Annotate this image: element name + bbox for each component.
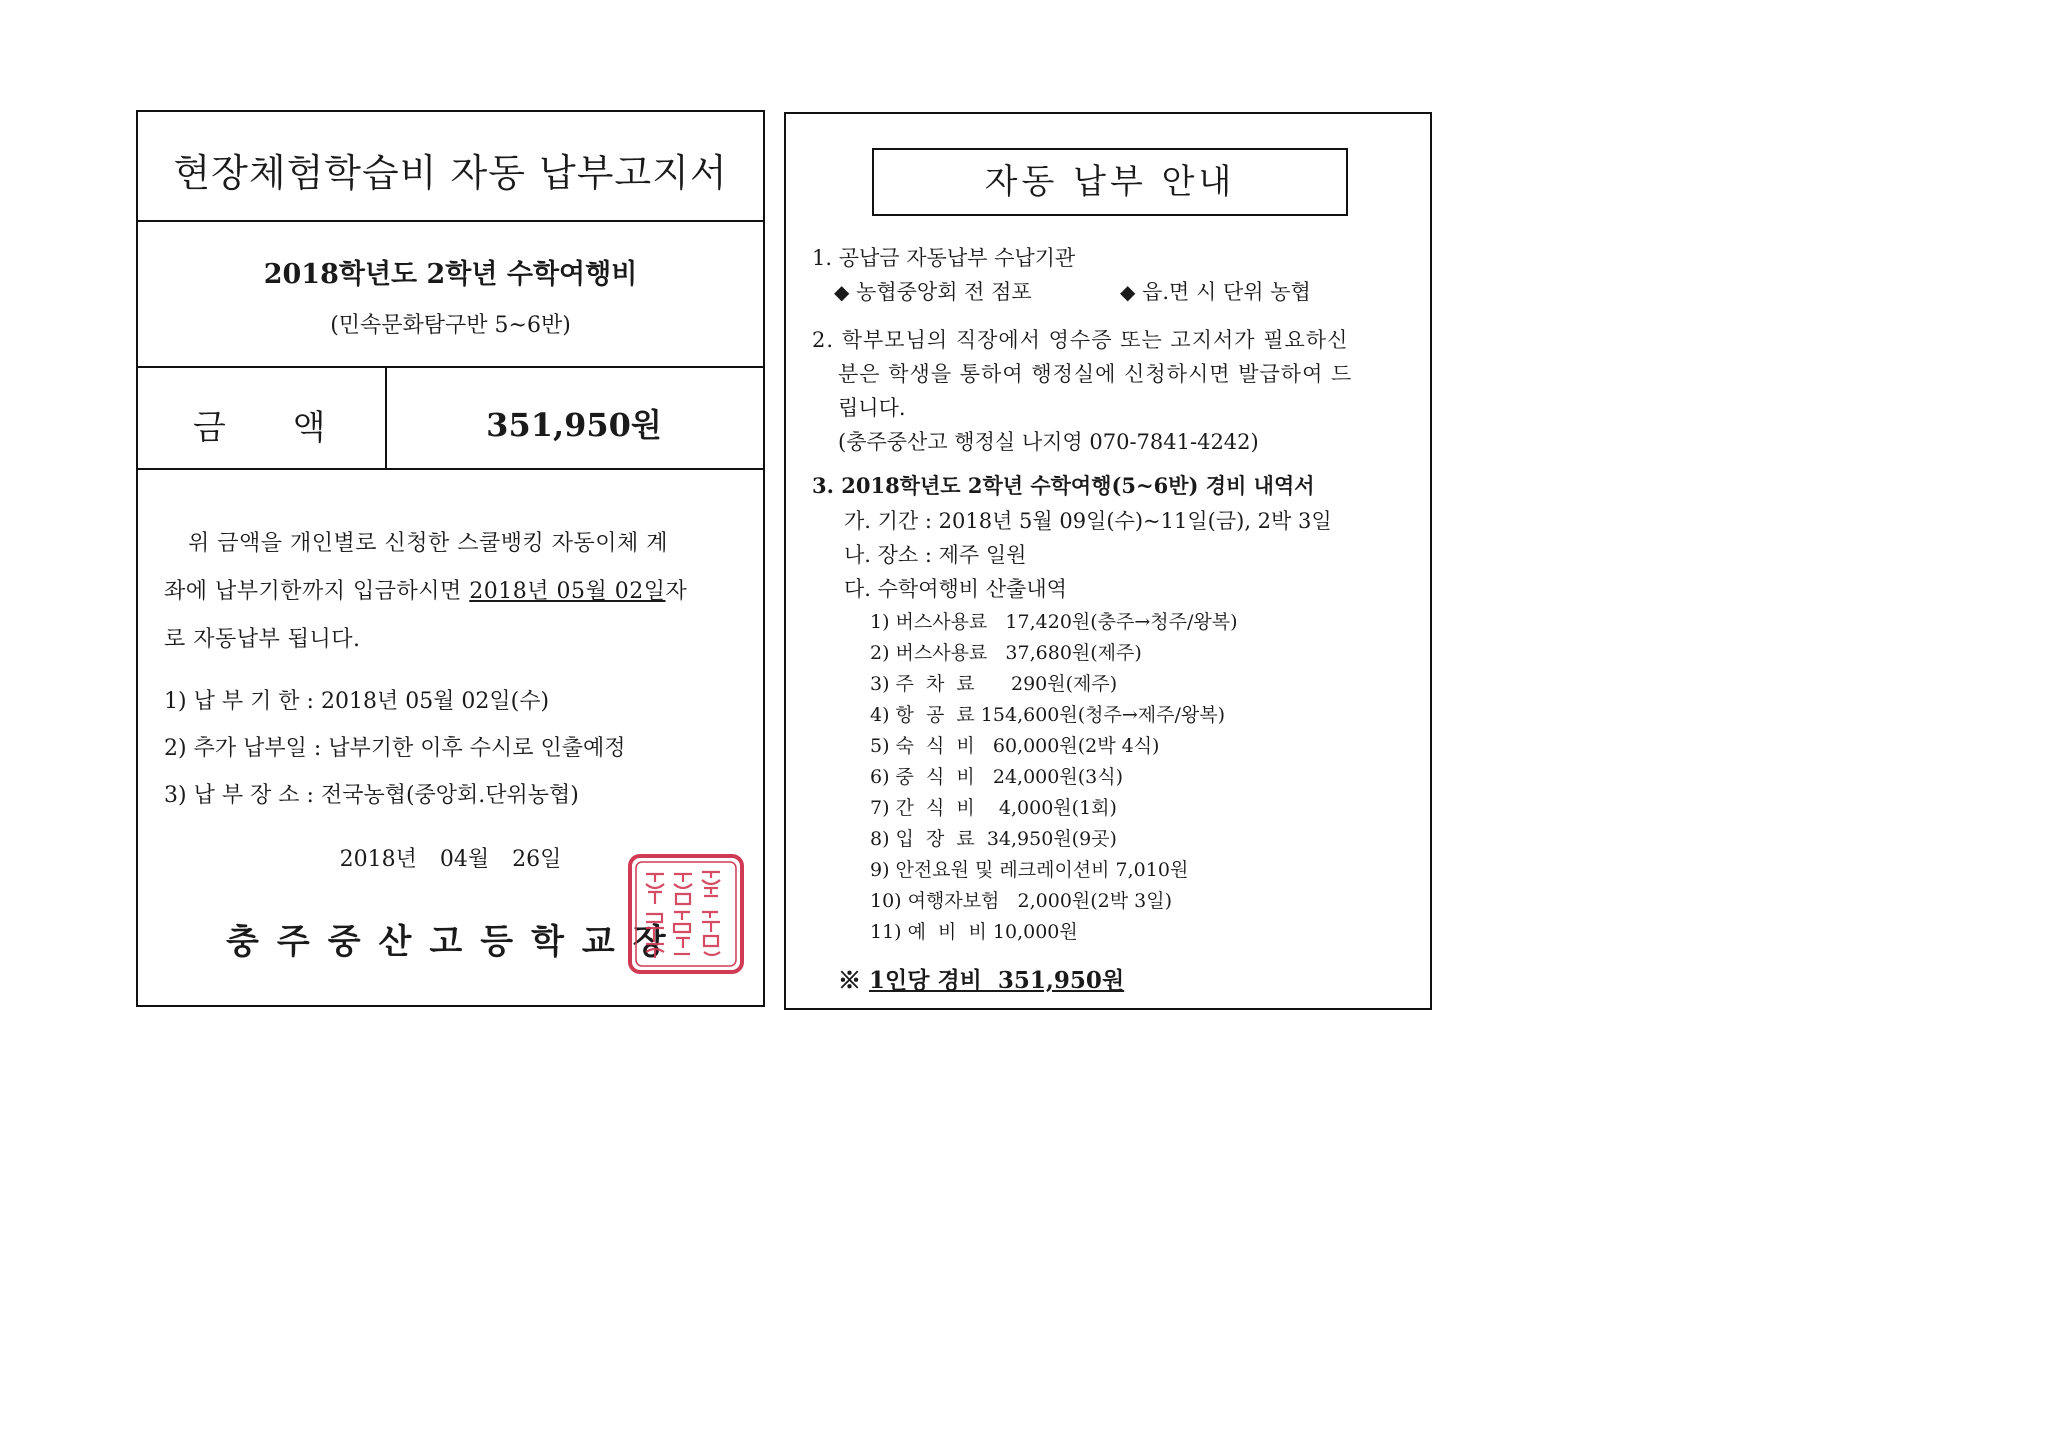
amount-value: 351,950원 [486, 406, 662, 444]
cost-item: 5) 숙 식 비 60,000원(2박 4식) [870, 735, 1160, 757]
body-text [164, 574, 687, 605]
body-text-part: 좌에 납부기한까지 입금하시면 [164, 579, 470, 604]
cost-item: 6) 중 식 비 24,000원(3식) [870, 766, 1123, 788]
divider [138, 220, 763, 222]
divider [138, 366, 763, 368]
bank-option [1120, 276, 1311, 306]
payment-notice-panel [136, 110, 765, 1007]
notice-subnote: (민속문화탐구반 5~6반) [330, 313, 571, 338]
cost-breakdown-heading: 다. 수학여행비 산출내역 [844, 577, 1067, 601]
guide-title: 자동 납부 안내 [872, 148, 1348, 216]
body-text: 로 자동납부 됩니다. [164, 627, 361, 652]
body-text-part: 자 [665, 579, 688, 604]
body-text: 위 금액을 개인별로 신청한 스쿨뱅킹 자동이체 계 [188, 531, 669, 556]
notice-item: 2) 추가 납부일 : 납부기한 이후 수시로 인출예정 [164, 736, 626, 761]
diamond-bullet-icon: ◆ [1120, 280, 1136, 304]
cost-item: 4) 항 공 료 154,600원(청주→제주/왕복) [870, 704, 1225, 726]
section-text: 립니다. [838, 396, 906, 420]
cost-item: 11) 예 비 비 10,000원 [870, 921, 1078, 943]
diamond-bullet-icon: ◆ [834, 280, 850, 304]
reference-mark: ※ [838, 967, 861, 994]
notice-subtitle: 2018학년도 2학년 수학여행비 [263, 259, 638, 290]
trip-place: 나. 장소 : 제주 일원 [844, 543, 1027, 567]
cost-item: 3) 주 차 료 290원(제주) [870, 673, 1118, 695]
notice-item: 1) 납 부 기 한 : 2018년 05월 02일(수) [164, 689, 550, 714]
issue-date: 2018년 04월 26일 [339, 847, 562, 872]
divider [138, 468, 763, 470]
cost-item: 7) 간 식 비 4,000원(1회) [870, 797, 1117, 819]
cost-item: 2) 버스사용료 37,680원(제주) [870, 642, 1142, 664]
notice-title: 현장체험학습비 자동 납부고지서 [173, 151, 728, 195]
trip-period: 가. 기간 : 2018년 5월 09일(수)~11일(금), 2박 3일 [844, 509, 1332, 533]
due-date-underlined: 2018년 05월 02일 [469, 579, 666, 604]
section-heading: 1. 공납금 자동납부 수납기관 [812, 246, 1076, 270]
amount-label: 금 액 [193, 408, 354, 448]
contact-info: (충주중산고 행정실 나지영 070-7841-4242) [838, 430, 1259, 454]
official-seal-icon [626, 852, 746, 976]
cost-item: 1) 버스사용료 17,420원(충주→청주/왕복) [870, 611, 1238, 633]
section-heading: 3. 2018학년도 2학년 수학여행(5~6반) 경비 내역서 [812, 473, 1315, 498]
school-signature: 충주중산고등학교장 [226, 922, 684, 962]
bank-option-label: 읍.면 시 단위 농협 [1142, 280, 1311, 304]
bank-option [834, 276, 1032, 306]
section-text: 분은 학생을 통하여 행정실에 신청하시면 발급하여 드 [838, 362, 1353, 386]
cost-item: 9) 안전요원 및 레크레이션비 7,010원 [870, 859, 1189, 881]
section-text: 2. 학부모님의 직장에서 영수증 또는 고지서가 필요하신 [812, 328, 1349, 352]
auto-payment-guide-panel [784, 112, 1432, 1010]
cost-item: 8) 입 장 료 34,950원(9곳) [870, 828, 1117, 850]
total-cost [838, 962, 1124, 995]
bank-option-label: 농협중앙회 전 점포 [856, 280, 1032, 304]
cost-item: 10) 여행자보험 2,000원(2박 3일) [870, 890, 1173, 912]
total-cost-value: 1인당 경비 351,950원 [869, 967, 1125, 994]
notice-item: 3) 납 부 장 소 : 전국농협(중앙회.단위농협) [164, 783, 579, 808]
